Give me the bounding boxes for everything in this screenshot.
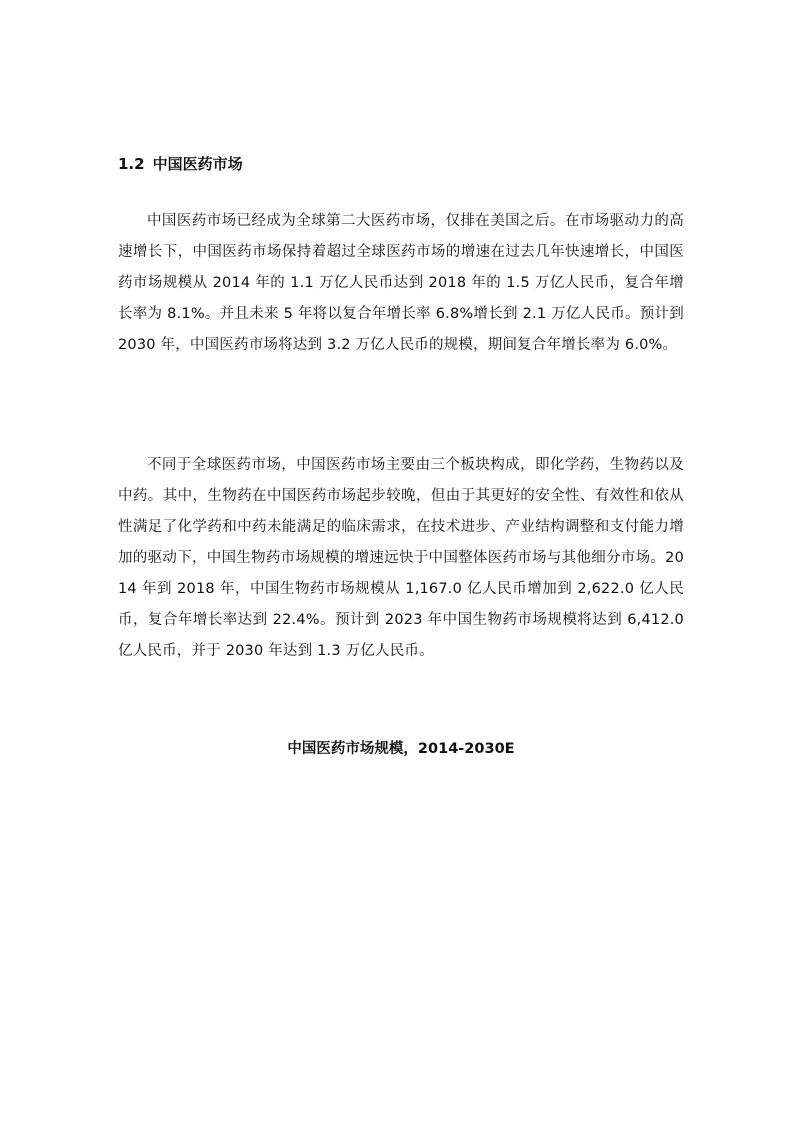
section-number: 1.2 [118,155,145,173]
body-paragraph-biologics: 不同于全球医药市场，中国医药市场主要由三个板块构成，即化学药，生物药以及中药。其中，生物药在中国医药市场起步较晚，但由于其更好的安全性、有效性和依从性满足了化学药和中药未能满足的临床需求，在技术进步、产业结构调整和支付能力增加的驱动下，中国生物药市场规模的增速远快于中国整体医药市场与其他细分市场。2014 年到 2018 年，中国生物药市场规模从 1,167.0 亿人民币增加到 2,622.0 亿人民币，复合年增长率达到 22.4%。预计到 2023 年中国生物药市场规模将达到 6,412.0 亿人民币，并于 2030 年达到 1.3 万亿人民币。 [118,457,684,659]
section-heading [118,154,243,174]
section-title: 中国医药市场 [152,155,243,173]
figure-caption: 中国医药市场规模，2014-2030E [287,741,515,757]
body-paragraph-market-overview: 中国医药市场已经成为全球第二大医药市场，仅排在美国之后。在市场驱动力的高速增长下，中国医药市场保持着超过全球医药市场的增速在过去几年快速增长，中国医药市场规模从 2014 年的 1.1 万亿人民币达到 2018 年的 1.5 万亿人民币，复合年增长率为 8.1%。并且未来 5 年将以复合年增长率 6.8%增长到 2.1 万亿人民币。预计到 2030 年，中国医药市场将达到 3.2 万亿人民币的规模，期间复合年增长率为 6.0%。 [118,213,684,353]
